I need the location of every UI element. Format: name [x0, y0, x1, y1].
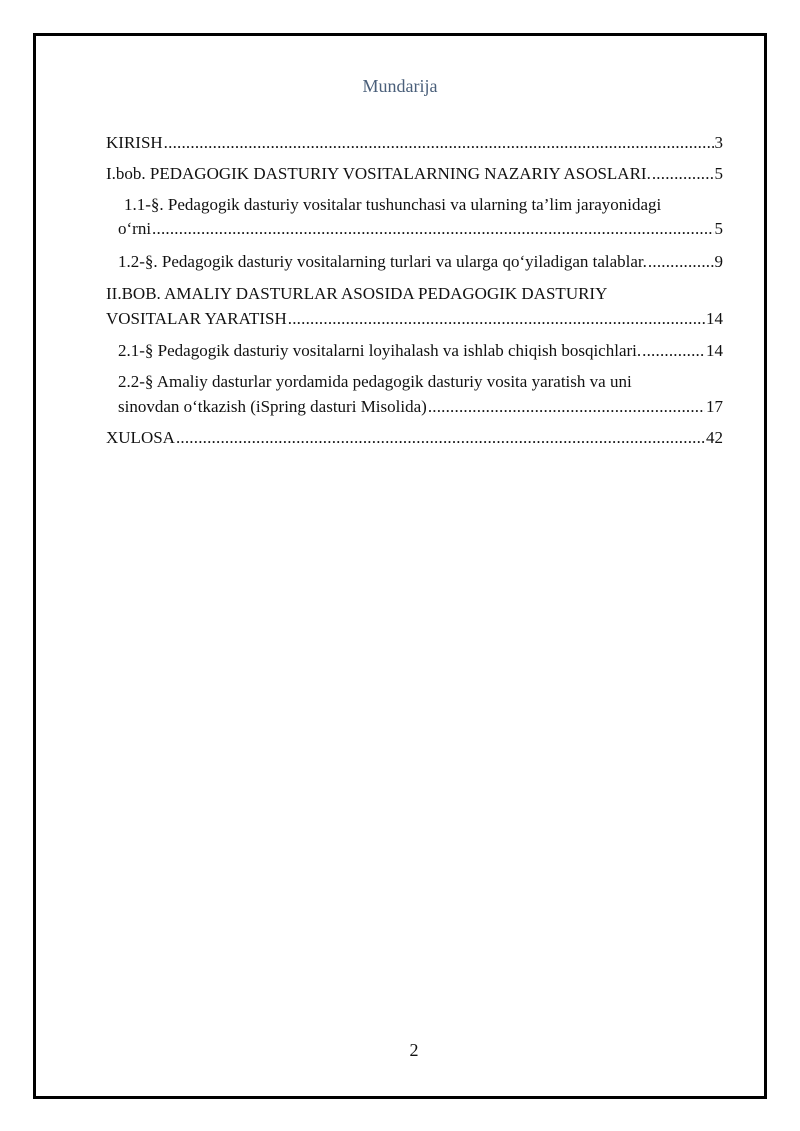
toc-entry-text: sinovdan o‘tkazish (iSpring dasturi Misolida): [118, 397, 427, 416]
toc-entry-page: 42: [706, 428, 723, 447]
toc-title: Mundarija: [362, 76, 438, 96]
toc-entry-page: 17: [706, 397, 723, 416]
toc-entry-text: XULOSA: [106, 428, 175, 447]
toc-entry-section-2-2[interactable]: [118, 371, 723, 418]
page-border: [33, 33, 767, 1099]
dot-leader: [428, 396, 705, 418]
toc-entry-line1: 2.2-§ Amaliy dasturlar yordamida pedagogik dasturiy vosita yaratish va uni: [118, 372, 632, 391]
dot-leader: [288, 308, 705, 330]
page-number: 2: [409, 1040, 419, 1060]
dot-leader: [152, 218, 713, 240]
toc-entry-text: VOSITALAR YARATISH: [106, 309, 287, 328]
toc-entry-page: 5: [714, 164, 723, 183]
toc-entry-page: 9: [714, 252, 723, 271]
dot-leader: [652, 163, 714, 185]
toc-entry-line1: 1.1-§. Pedagogik dasturiy vositalar tushunchasi va ularning ta’lim jarayonidagi: [124, 195, 662, 214]
toc-entry-line1: II.BOB. AMALIY DASTURLAR ASOSIDA PEDAGOGIK DASTURIY: [106, 284, 608, 303]
toc-entry-section-2-1[interactable]: [118, 340, 723, 362]
toc-entry-chapter-1[interactable]: [106, 163, 723, 185]
toc-entry-page: 14: [706, 309, 723, 328]
toc-entry-text: KIRISH: [106, 133, 163, 152]
dot-leader: [176, 427, 705, 449]
dot-leader: [648, 251, 714, 273]
toc-entry-kirish[interactable]: [106, 132, 723, 154]
toc-entry-section-1-2[interactable]: [118, 251, 723, 273]
dot-leader: [642, 340, 705, 362]
toc-entry-text: I.bob. PEDAGOGIK DASTURIY VOSITALARNING NAZARIY ASOSLARI.: [106, 164, 651, 183]
toc-entry-text: 1.2-§. Pedagogik dasturiy vositalarning turlari va ularga qo‘yiladigan talablar.: [118, 252, 647, 271]
dot-leader: [164, 132, 714, 154]
toc-entry-text: 2.1-§ Pedagogik dasturiy vositalarni loyihalash va ishlab chiqish bosqichlari.: [118, 341, 642, 360]
toc-entry-text: o‘rni: [118, 219, 152, 238]
toc-entry-page: 5: [714, 219, 723, 238]
toc-entry-chapter-2[interactable]: [106, 283, 723, 330]
toc-entry-page: 3: [714, 133, 723, 152]
toc-entry-xulosa[interactable]: [106, 427, 723, 449]
toc-entry-section-1-1[interactable]: [118, 194, 723, 240]
toc-entry-page: 14: [706, 341, 723, 360]
